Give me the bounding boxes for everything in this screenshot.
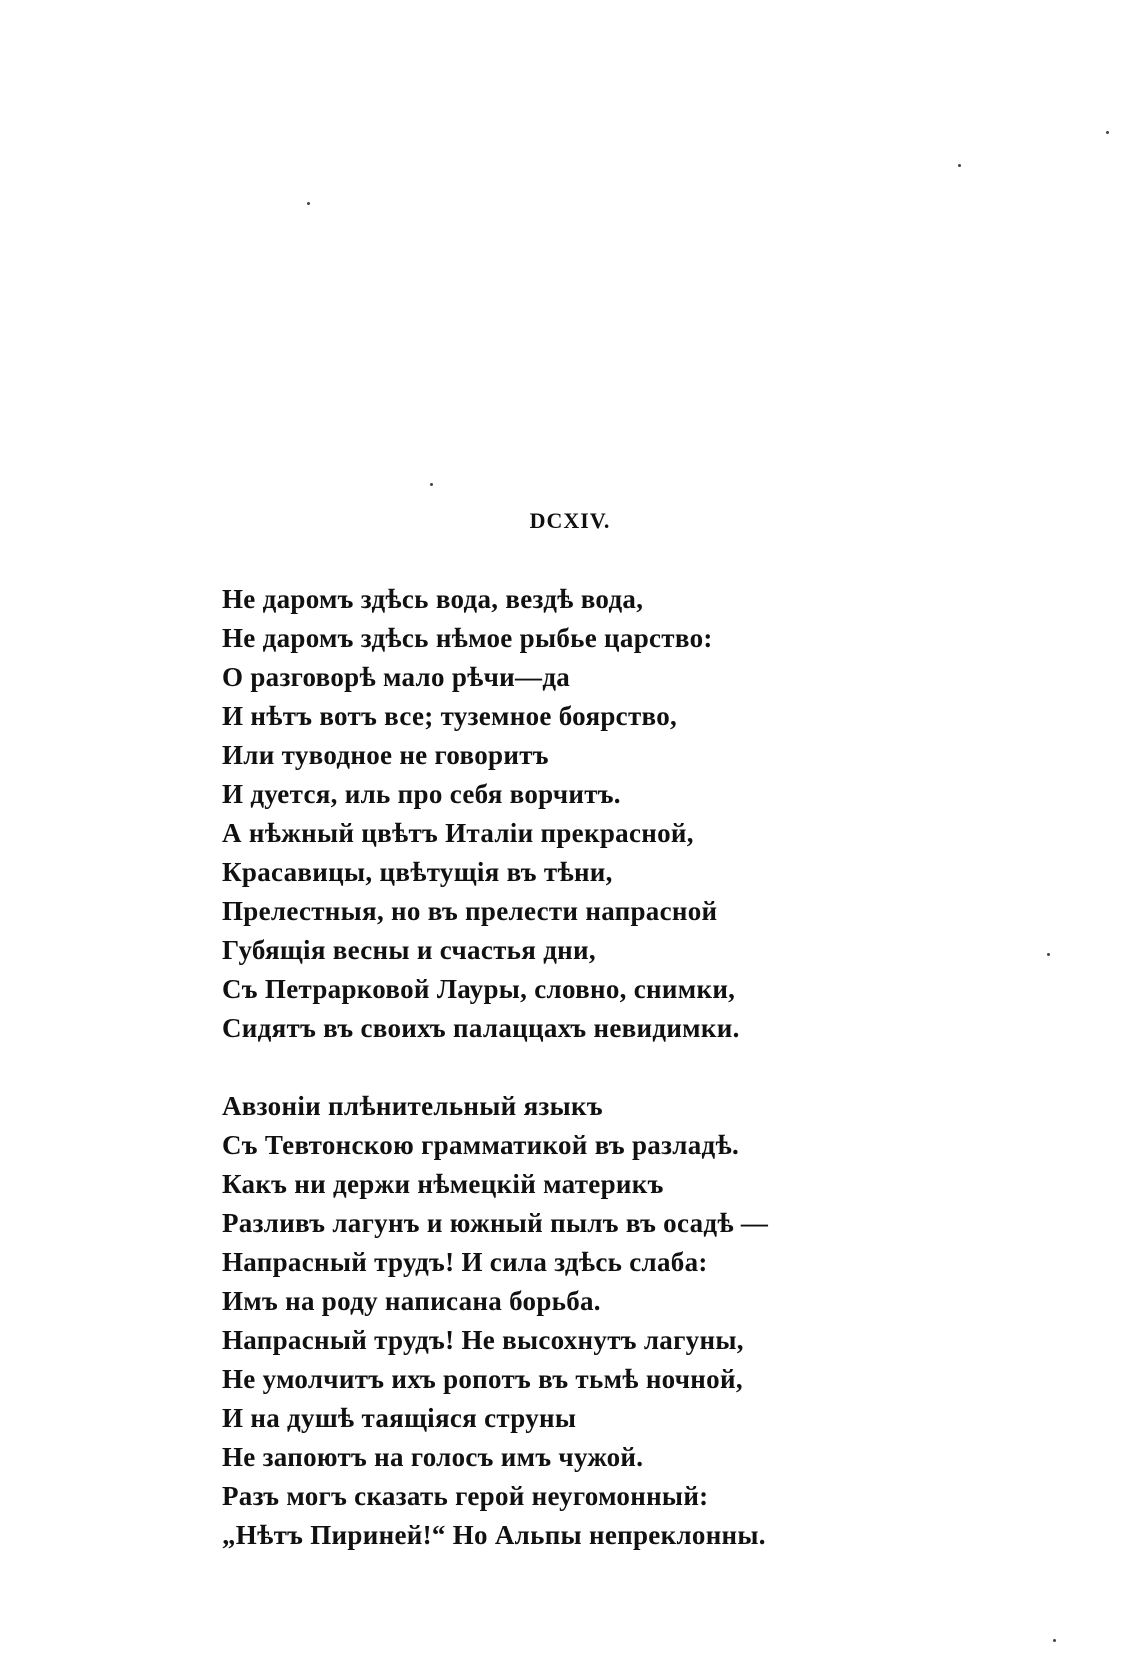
verse-line: Прелестныя, но въ прелести напрасной	[222, 896, 718, 926]
poem-number: DCXIV.	[529, 508, 611, 533]
verse-line: Красавицы, цвѣтущія въ тѣни,	[222, 857, 613, 887]
stanza-1	[222, 580, 740, 1048]
print-speck	[1053, 1639, 1056, 1642]
verse-line: Не умолчитъ ихъ ропотъ въ тьмѣ ночной,	[222, 1364, 743, 1394]
verse-line: А нѣжный цвѣтъ Италіи прекрасной,	[222, 818, 694, 848]
verse-line: И нѣтъ вотъ все; туземное боярство,	[222, 701, 678, 731]
verse-line: Сидятъ въ своихъ палаццахъ невидимки.	[222, 1013, 740, 1043]
verse-line: „Нѣтъ Пириней!“ Но Альпы непреклонны.	[222, 1520, 766, 1550]
print-speck	[1106, 131, 1109, 134]
verse-line: Авзоніи плѣнительный языкъ	[222, 1091, 603, 1121]
stanza-2	[222, 1087, 768, 1555]
verse-line: Съ Петрарковой Лауры, словно, снимки,	[222, 974, 736, 1004]
verse-line: Или туводное не говоритъ	[222, 740, 549, 770]
verse-line: Съ Тевтонскою грамматикой въ разладѣ.	[222, 1130, 740, 1160]
verse-line: Губящія весны и счастья дни,	[222, 935, 596, 965]
verse-line: Не запоютъ на голосъ имъ чужой.	[222, 1442, 644, 1472]
print-speck	[307, 202, 310, 205]
print-speck	[958, 164, 961, 167]
print-speck	[1047, 953, 1050, 956]
verse-line: Напрасный трудъ! Не высохнутъ лагуны,	[222, 1325, 744, 1355]
verse-line: И на душѣ таящіяся струны	[222, 1403, 577, 1433]
verse-line: О разговорѣ мало рѣчи—да	[222, 662, 571, 692]
verse-line: Не даромъ здѣсь вода, вездѣ вода,	[222, 584, 644, 614]
verse-line: Разъ могъ сказать герой неугомонный:	[222, 1481, 709, 1511]
verse-line: Имъ на роду написана борьба.	[222, 1286, 601, 1316]
print-speck	[430, 483, 433, 486]
verse-line: Какъ ни держи нѣмецкій материкъ	[222, 1169, 664, 1199]
verse-line: Не даромъ здѣсь нѣмое рыбье царство:	[222, 623, 713, 653]
verse-line: Напрасный трудъ! И сила здѣсь слаба:	[222, 1247, 708, 1277]
verse-line: И дуется, иль про себя ворчитъ.	[222, 779, 621, 809]
verse-line: Разливъ лагунъ и южный пылъ въ осадѣ —	[222, 1208, 769, 1238]
